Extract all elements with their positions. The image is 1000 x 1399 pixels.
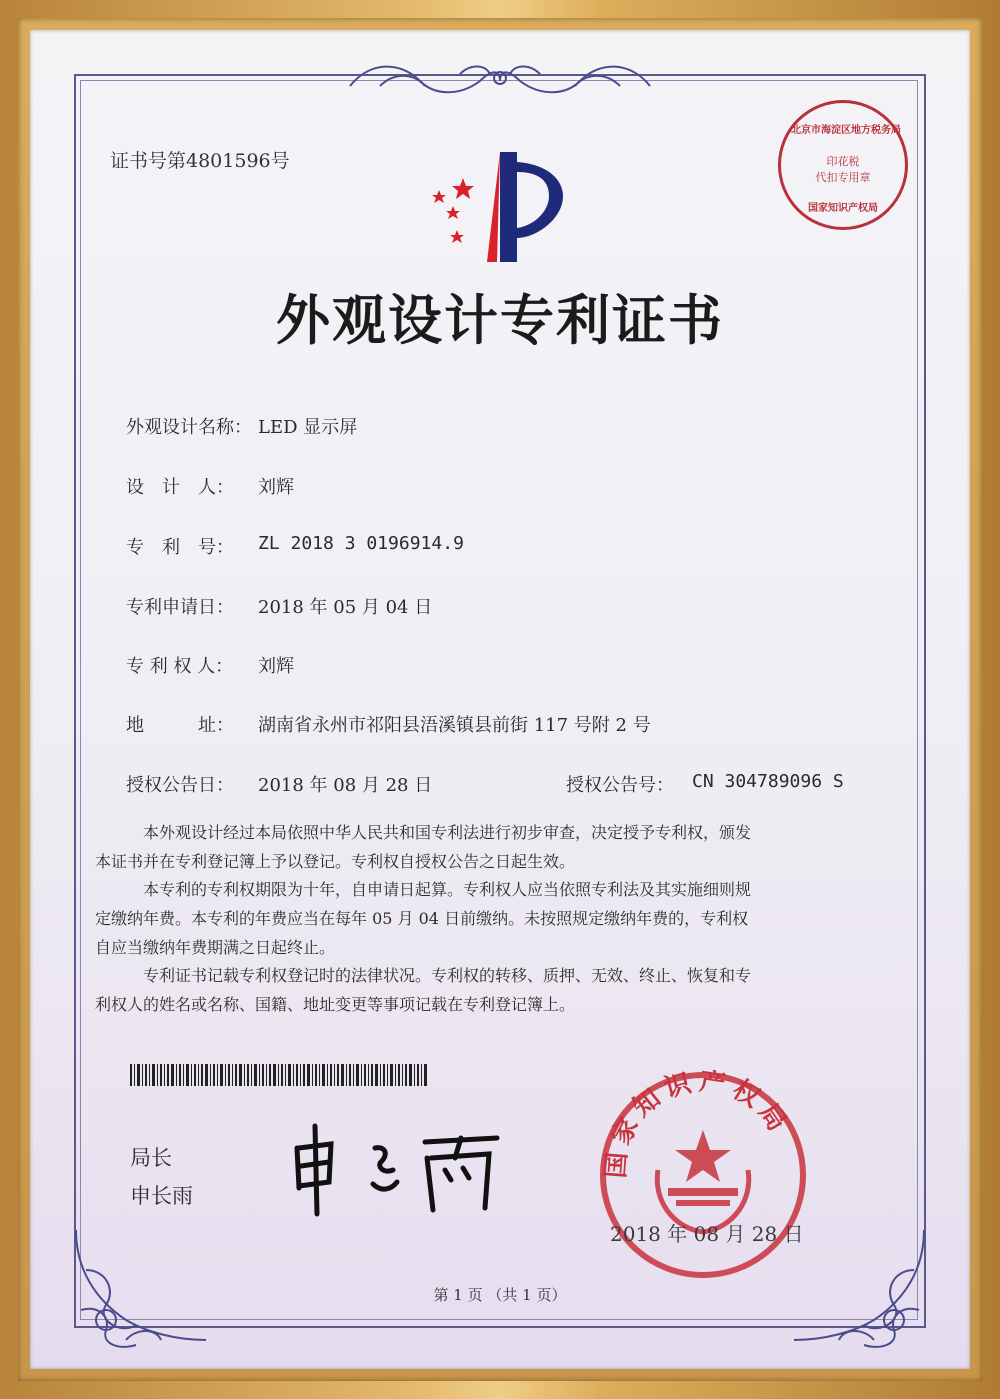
- director-title: 局长: [130, 1146, 172, 1170]
- design-name-value: LED 显示屏: [258, 417, 358, 438]
- address-label: 地 址：: [126, 715, 234, 736]
- cnipa-logo-icon: [425, 150, 575, 265]
- tax-stamp: [778, 100, 908, 230]
- certificate-title: 外观设计专利证书: [276, 288, 724, 352]
- seal-text: 国家知识产权局: [601, 1070, 796, 1180]
- director-name: 申长雨: [130, 1184, 193, 1208]
- paragraph-2: [95, 875, 855, 962]
- paragraph-line: 自应当缴纳年费期满之日起终止。: [95, 938, 336, 957]
- tax-stamp-bottom-text: 国家知识产权局: [808, 203, 878, 214]
- grant-number-label: 授权公告号：: [566, 775, 674, 796]
- paragraph-line: 定缴纳年费。本专利的年费应当在每年 05 月 04 日前缴纳。未按照规定缴纳年费的，专利权: [95, 909, 749, 928]
- official-seal: [598, 1070, 808, 1280]
- paragraph-3: [95, 961, 855, 1019]
- grant-date-value: 2018 年 08 月 28 日: [258, 775, 433, 796]
- designer-value: 刘辉: [258, 477, 294, 498]
- page-footer: 第 1 页 （共 1 页）: [433, 1286, 567, 1304]
- tax-stamp-inner-text-2: 代扣专用章: [815, 171, 871, 184]
- patent-number-value: ZL 2018 3 0196914.9: [258, 533, 464, 554]
- paragraph-line: 本证书并在专利登记簿上予以登记。专利权自授权公告之日起生效。: [95, 852, 576, 871]
- filing-date-label: 专利申请日：: [126, 597, 234, 618]
- handwritten-signature: [285, 1118, 515, 1218]
- design-name-label: 外观设计名称：: [126, 417, 252, 438]
- patentee-label: 专 利 权 人：: [126, 656, 234, 677]
- designer-label: 设 计 人：: [126, 477, 234, 498]
- paragraph-1: [95, 818, 855, 876]
- grant-number-value: CN 304789096 S: [692, 771, 844, 792]
- top-ornament: [340, 56, 660, 106]
- paragraph-line: 专利证书记载专利权登记时的法律状况。专利权的转移、质押、无效、终止、恢复和专: [143, 966, 752, 985]
- tax-stamp-outer-text: 北京市海淀区地方税务局: [791, 125, 901, 136]
- filing-date-value: 2018 年 05 月 04 日: [258, 597, 433, 618]
- seal-date: 2018 年 08 月 28 日: [610, 1222, 804, 1246]
- certificate-number: 证书号第4801596号: [110, 150, 290, 172]
- patent-number-label: 专 利 号：: [126, 537, 234, 558]
- address-value: 湖南省永州市祁阳县浯溪镇县前街 117 号附 2 号: [258, 715, 651, 736]
- paragraph-line: 利权人的姓名或名称、国籍、地址变更等事项记载在专利登记簿上。: [95, 995, 576, 1014]
- tax-stamp-inner-text-1: 印花税: [826, 155, 860, 168]
- paragraph-line: 本专利的专利权期限为十年，自申请日起算。专利权人应当依照专利法及其实施细则规: [143, 880, 752, 899]
- barcode: [130, 1064, 430, 1086]
- grant-date-label: 授权公告日：: [126, 775, 234, 796]
- patentee-value: 刘辉: [258, 656, 294, 677]
- paragraph-line: 本外观设计经过本局依照中华人民共和国专利法进行初步审查，决定授予专利权，颁发: [143, 823, 752, 842]
